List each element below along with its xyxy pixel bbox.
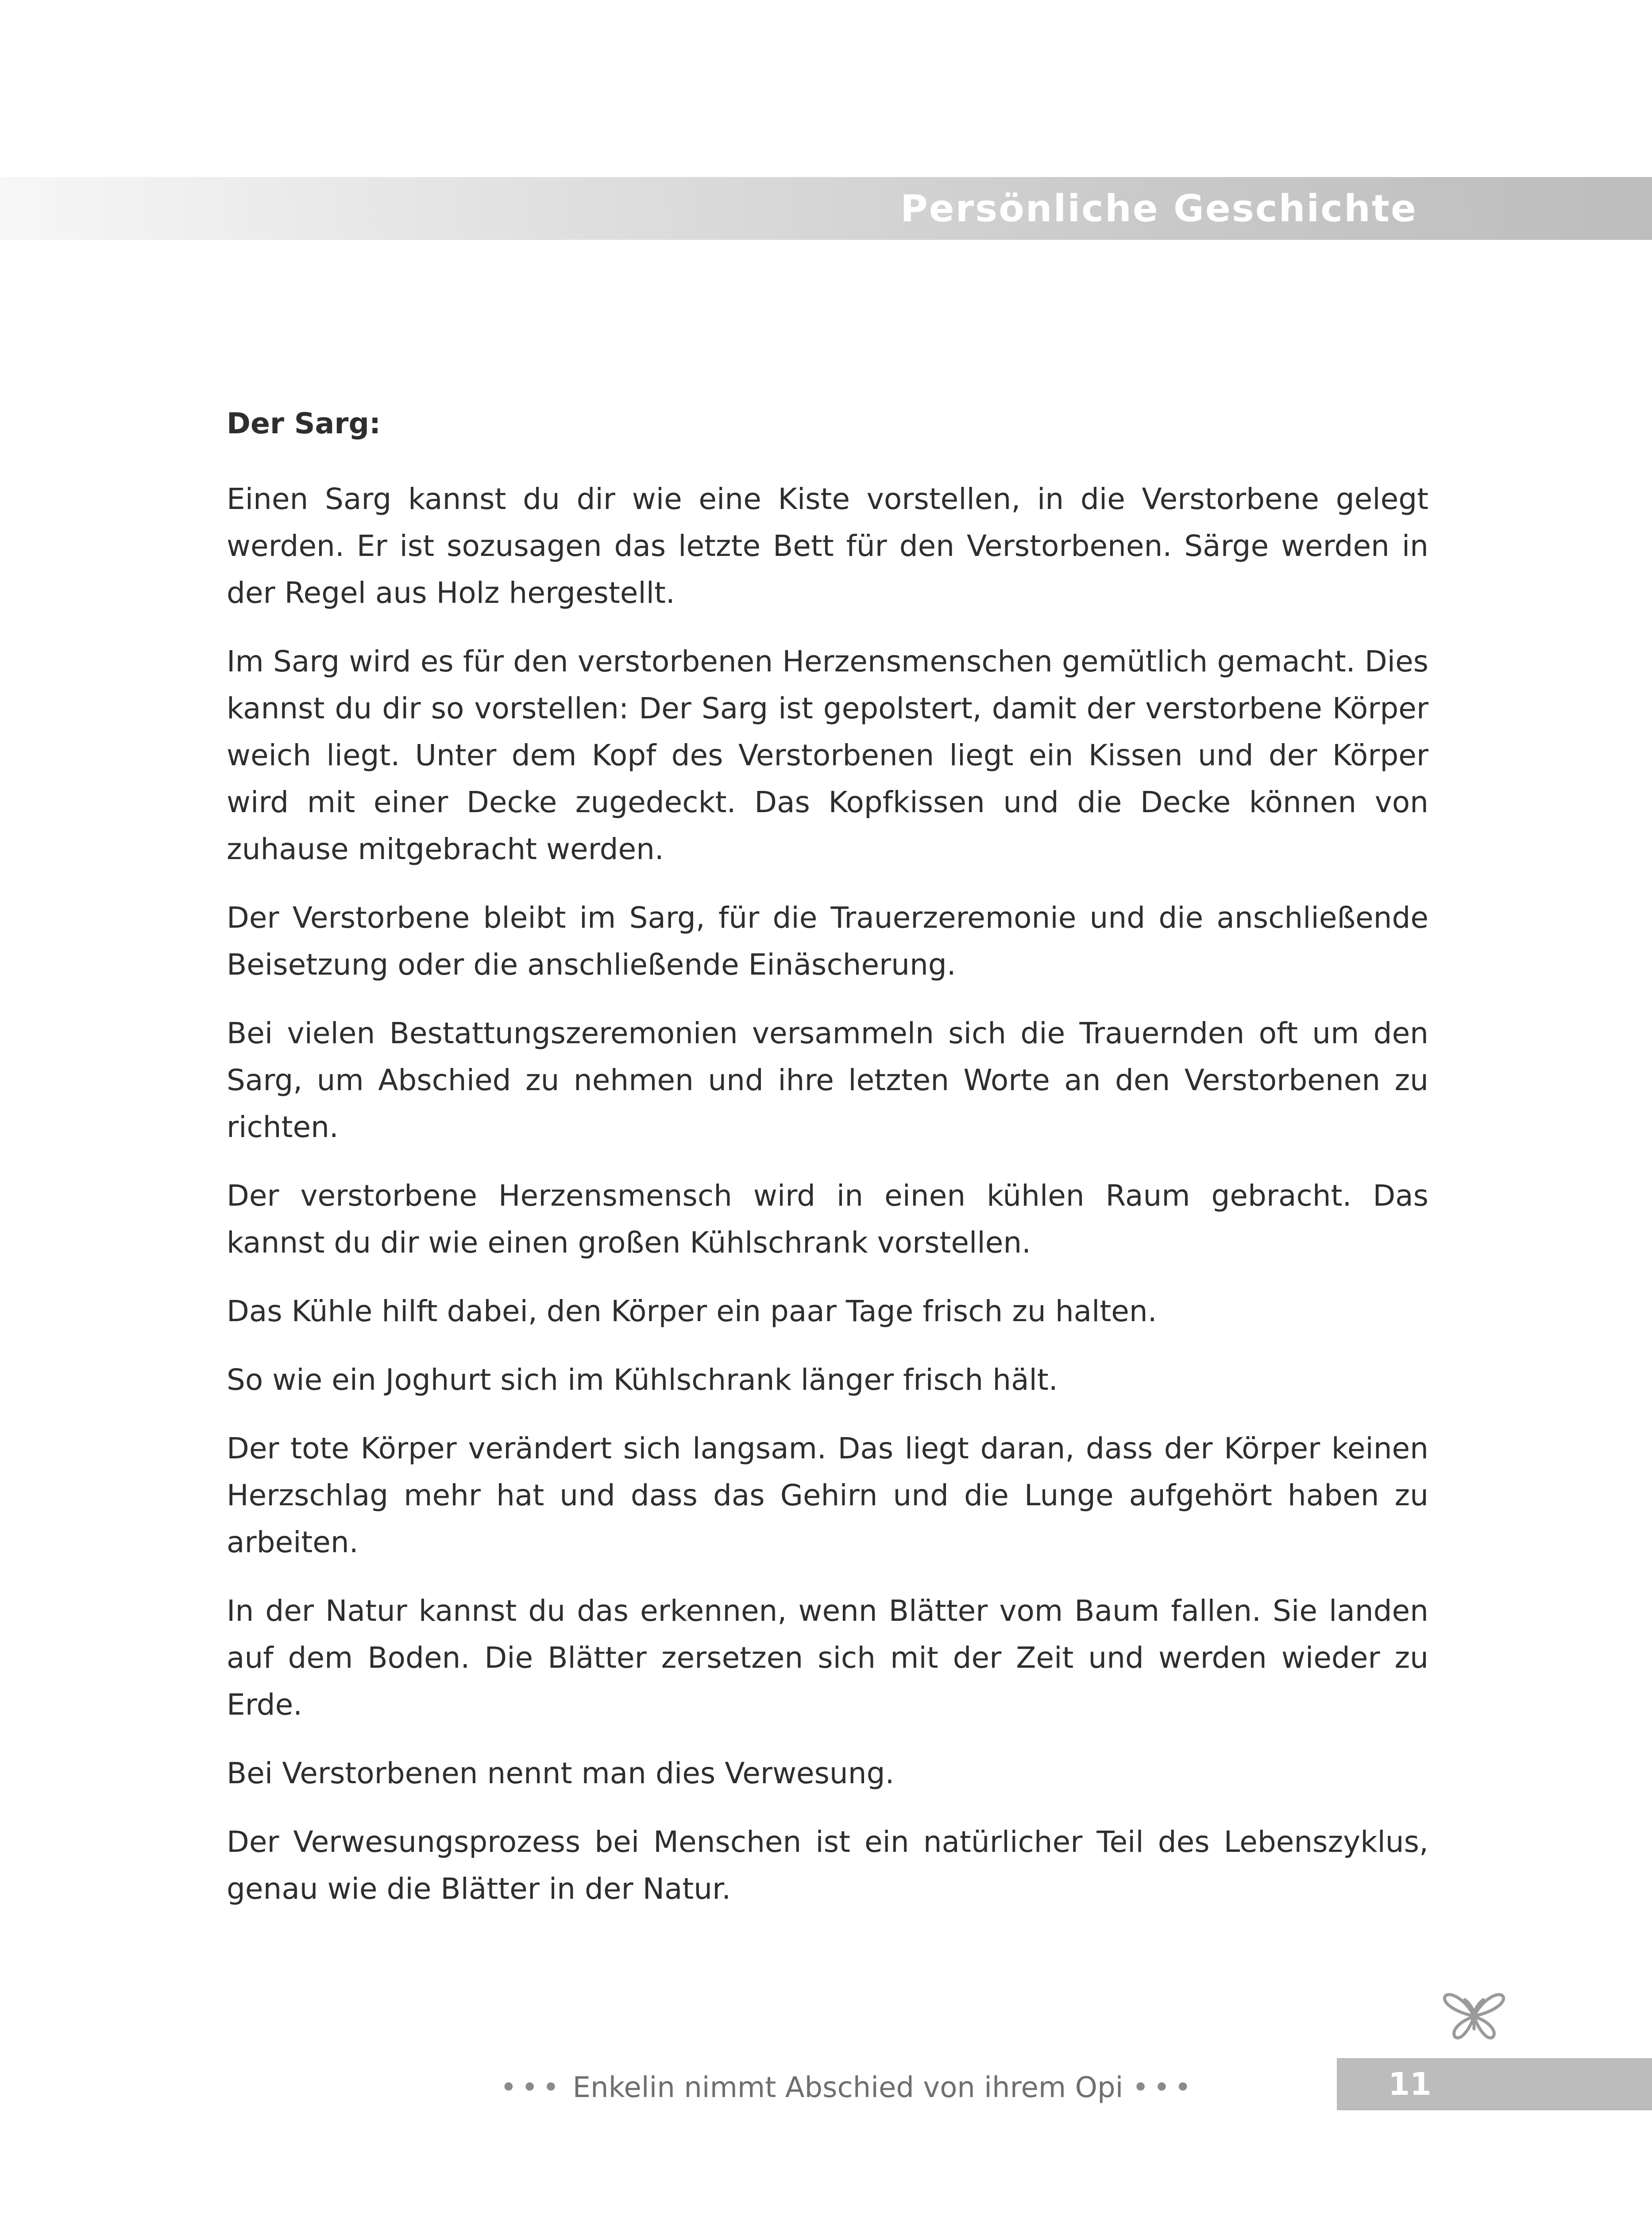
paragraph: Im Sarg wird es für den verstorbenen Herzensmenschen gemütlich gemacht. Dies kannst du dir so vorstellen: Der Sarg ist gepolstert, damit der verstorbene Körper weich liegt. Unter dem Kopf des Verstorbenen liegt ein Kissen und der Körper wird mit einer Decke zugedeckt. Das Kopfkissen und die Decke können von zuhause mitgebracht werden. — [227, 644, 1428, 866]
footer-title-text: Enkelin nimmt Abschied von ihrem Opi — [572, 2071, 1123, 2104]
paragraph: Das Kühle hilft dabei, den Körper ein paar Tage frisch zu halten. — [227, 1294, 1157, 1328]
page-number: 11 — [1388, 2066, 1432, 2102]
butterfly-icon — [1441, 1986, 1507, 2044]
paragraph: Der tote Körper verändert sich langsam. Das liegt daran, dass der Körper keinen Herzschlag mehr hat und dass das Gehirn und die Lunge aufgehört haben zu arbeiten. — [227, 1431, 1428, 1559]
page-number-box — [1337, 2058, 1652, 2110]
footer-dots-right: ••• — [1132, 2071, 1196, 2104]
paragraph: Der verstorbene Herzensmensch wird in einen kühlen Raum gebracht. Das kannst du dir wie einen großen Kühlschrank vorstellen. — [227, 1179, 1428, 1260]
paragraph: Der Verwesungsprozess bei Menschen ist ein natürlicher Teil des Lebenszyklus, genau wie die Blätter in der Natur. — [227, 1825, 1428, 1906]
chapter-title: Persönliche Geschichte — [900, 187, 1417, 230]
paragraph: Bei Verstorbenen nennt man dies Verwesung. — [227, 1756, 895, 1790]
footer-book-title — [500, 2068, 1196, 2108]
paragraph: Der Verstorbene bleibt im Sarg, für die Trauerzeremonie und die anschließende Beisetzung oder die anschließende Einäscherung. — [227, 901, 1428, 982]
footer-dots-left: ••• — [500, 2071, 564, 2104]
paragraph: In der Natur kannst du das erkennen, wenn Blätter vom Baum fallen. Sie landen auf dem Boden. Die Blätter zersetzen sich mit der Zeit und werden wieder zu Erde. — [227, 1594, 1428, 1722]
paragraph: Bei vielen Bestattungszeremonien versammeln sich die Trauernden oft um den Sarg, um Abschied zu nehmen und ihre letzten Worte an den Verstorbenen zu richten. — [227, 1016, 1428, 1144]
header-band — [0, 177, 1652, 240]
paragraph: So wie ein Joghurt sich im Kühlschrank länger frisch hält. — [227, 1363, 1058, 1397]
section-heading: Der Sarg: — [227, 407, 381, 440]
page-content — [227, 401, 1428, 1934]
paragraph: Einen Sarg kannst du dir wie eine Kiste vorstellen, in die Verstorbene gelegt werden. Er ist sozusagen das letzte Bett für den Verstorbenen. Särge werden in der Regel aus Holz hergestellt. — [227, 482, 1428, 610]
